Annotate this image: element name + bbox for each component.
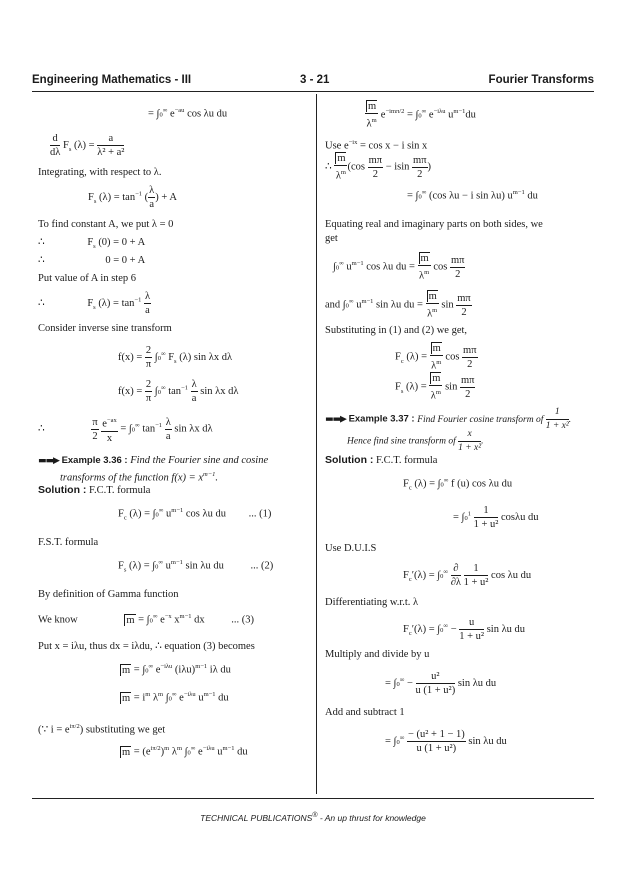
footer-publisher: TECHNICAL PUBLICATIONS [200,812,313,823]
footer-rule [32,798,594,799]
column-divider [316,94,317,794]
text-l3: Integrating, with respect to λ. [38,167,162,178]
example-3-37: ▬▬▶ Example 3.37 : Find Fourier cosine transform of $\frac{1}{\text{1 + x²}}$ . [325,407,572,431]
eq-r16: $F_c'(\lambda) = \int 0^\infty$ ∂ ∂λ $\frac{1}{\text{1 + u²}}$ cos λu du [403,563,532,588]
text-r19: Multiply and divide by u [325,649,430,660]
eq-l9: ∴ $F_s$ $(\lambda) = \tan^{-1}$ $\frac{\lambda}{a}$ [38,291,151,316]
footer-tagline: - An up thrust for knowledge [317,812,426,823]
eq-l22: m = ∫0∞ $e^{-i\lambda u}$ $(i\lambda u)^{m-1}$ iλ du [122,663,231,676]
text-l24: (∵ $i = e^{i\pi/2}$) substituting we get [38,723,166,736]
page-header [32,74,594,90]
text-l5: To find constant A, we put λ = 0 [38,219,174,230]
text-l17: F.S.T. formula [38,537,99,548]
eq-r10: $F_s$ (λ) = $\frac{m}{\lambda^m}$ sin $\frac{m\pi}{2}$ [395,373,475,402]
text-l19: By definition of Gamma function [38,589,179,600]
eq-r22: = ∫0∞ $\frac{\text{− (u² + 1 − 1)}}{\text{u (1 + u²)}}$ sin λu du [385,729,507,754]
text-r8: Substituting in (1) and (2) we get, [325,325,468,336]
eq-r6: ∫0∞ $u^{m-1}$ cos λu du = $\frac{m}{\lambda^m}$ cos $\frac{m\pi}{2}$ [333,253,465,282]
eq-r1: $\frac{m}{\lambda^m}$ $e^{-im\pi/2} = \int 0^\infty$ $e^{-i\lambda u}$ $u^{m-1}du$ [366,101,476,130]
eq-r4: = ∫0∞ (cos λu − i sin λu) $u^{m-1}$ du [407,189,538,202]
eq-r9: $F_c$ (λ) = $\frac{m}{\lambda^m}$ cos $\frac{m\pi}{2}$ [395,343,477,372]
eq-l1: = ∫0∞ $e^{-au}$ cos λu du [148,107,228,120]
text-r2: Use $e^{-ix} = \cos x - i$ sin x [325,139,428,152]
eq-r13: $F_c$ (λ) = ∫0∞ f (u) cos λu du [403,477,513,492]
page-footer [0,811,626,823]
eq-r18: $F_c'(\lambda) = \int 0^\infty$ − $\frac{u}{\text{1 + u²}}$ sin λu du [403,617,526,642]
eq-l12: f(x) = $\frac{2}{\pi}$ ∫0∞ $\tan^{-1}$ $\frac{\lambda}{a}$ sin λx dλ [118,379,239,404]
text-r17: Differentiating w.r.t. λ [325,597,419,608]
text-r21: Add and subtract 1 [325,707,405,718]
eq-r7: and ∫0∞ $u^{m-1}$ sin λu du = $\frac{m}{\lambda^m}$ sin $\frac{m\pi}{2}$ [325,291,471,320]
eq-l18: $F_s$ (λ) = ∫0∞ $u^{m-1}$ sin λu du ... (2) [118,559,274,574]
text-r5b: get [325,233,338,244]
eq-l20: We know m = ∫0∞ $e^{-x}$ $x^{m-1}$ dx ... (3) [38,613,255,626]
eq-l4: $F_s$ $(\lambda) = \tan^{-1}$ ( $\frac{\lambda}{a}$ ) + A [88,185,177,210]
chapter-title: Fourier Transforms [488,74,594,86]
eq-l2: $\frac{d}{d\lambda}$ $F_s$ (λ) = $\frac{a}{\text{λ² + a²}}$ [50,133,125,158]
solution-l15: Solution : F.C.T. formula [38,484,151,496]
eq-r20: = ∫0∞ − $\frac{\text{u²}}{\text{u (1 + u²)}}$ sin λu du [385,671,497,696]
eq-l11: f(x) = $\frac{2}{\pi}$ ∫0∞ $F_s$ (λ) sin λx dλ [118,345,233,370]
eq-l25: $m = (e^{i\pi/2})^m$ $\lambda^m$ ∫0∞ $e^{-i\lambda u}$ $u^{m-1}$ du [122,745,248,758]
example-3-37-cont: Hence find sine transform of $\frac{x}{\text{1 + x²}}$ . [347,429,484,453]
eq-l7: ∴ 0 = 0 + A [38,255,146,266]
example-3-36-cont: transforms of the function $f(x) = x^{m-1}$. [60,471,218,484]
text-l21: Put x = iλu, thus dx = iλdu, ∴ equation (3) becomes [38,641,255,652]
text-l8: Put value of A in step 6 [38,273,136,284]
eq-l16: $F_c$ (λ) = ∫0∞ $u^{m-1}$ cos λu du ... (1) [118,507,272,522]
eq-r3: ∴ $\frac{m}{\lambda^m}$ (cos $\frac{m\pi}{2}$ − isin $\frac{m\pi}{2}$ ) [325,153,432,182]
eq-l13: ∴ $\frac{\pi}{2}$ $\frac{e^{-ax}}{x}$ = ∫0∞ $\tan^{-1}$ $\frac{\lambda}{a}$ sin λx dλ [38,414,213,445]
text-r15: Use D.U.I.S [325,543,377,554]
eq-l6: ∴ $F_s$ (0) = 0 + A [38,237,146,251]
footer-mark: ® [312,811,318,819]
eq-l23: $m = i^m$ $\lambda^m$ ∫0∞ $e^{-i\lambda u}$ $u^{m-1}$ du [122,691,229,704]
page-number: 3 - 21 [300,74,330,86]
header-rule [32,91,594,92]
solution-r12: Solution : F.C.T. formula [325,454,438,466]
eq-r14: = $\int 0^1$ $\frac{1}{\text{1 + u²}}$ cosλu du [453,505,539,530]
text-l10: Consider inverse sine transform [38,323,172,334]
book-title: Engineering Mathematics - III [32,74,192,86]
text-r5a: Equating real and imaginary parts on both sides, we [325,219,543,230]
example-3-36: ▬▬▶ Example 3.36 : Find the Fourier sine and cosine [38,455,269,466]
